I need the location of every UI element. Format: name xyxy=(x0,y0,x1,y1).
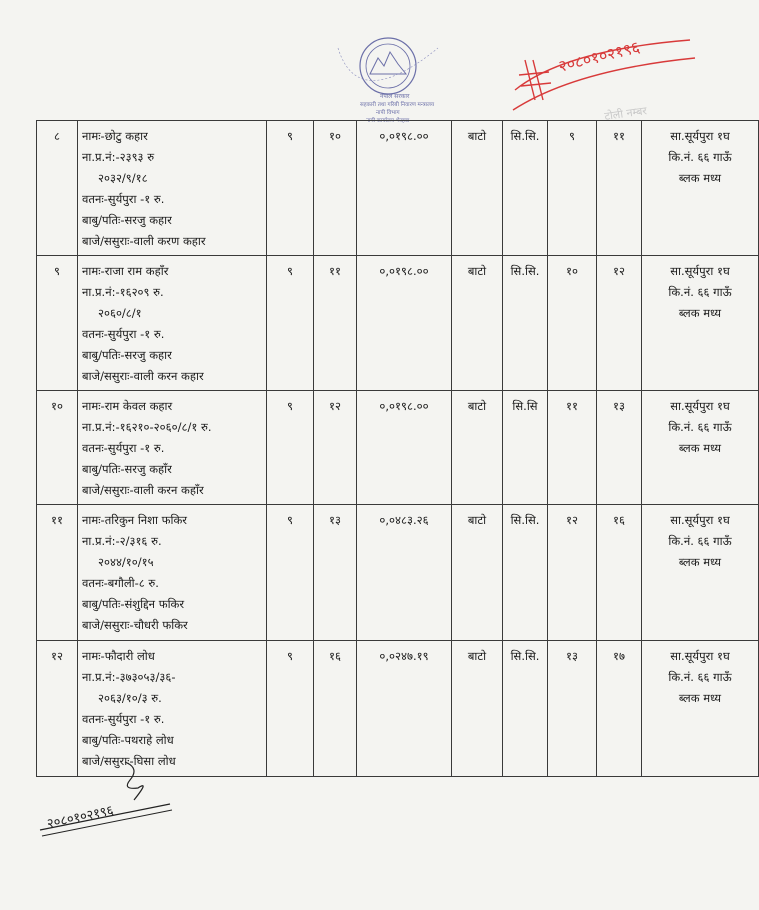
owner-details-cell xyxy=(78,121,267,256)
new-number-cell: १३ xyxy=(548,641,597,777)
owner-detail-line: वतनः-सुर्यपुरा -१ रु. xyxy=(82,192,165,206)
owner-detail-line: बाजे/ससुराः-वाली करण कहार xyxy=(82,234,206,248)
new-number-cell: ११ xyxy=(548,391,597,505)
owner-detail-line: बाबु/पतिः-संशुद्दिन फकिर xyxy=(82,597,185,611)
location-line: सा.सूर्यपुरा १घ xyxy=(670,399,730,413)
owner-detail-line: बाबु/पतिः-सरजु कहार xyxy=(82,348,172,362)
area-cell: ०,०१९८.०० xyxy=(357,256,452,391)
sheet-number-cell: ९ xyxy=(267,121,314,256)
area-cell: ०,०४८३.२६ xyxy=(357,505,452,641)
owner-detail-line: नामः-राम केवल कहार xyxy=(82,399,173,413)
owner-detail-line: ना.प्र.नं:-१६२०९ रु. xyxy=(82,285,164,299)
location-cell xyxy=(642,121,759,256)
owner-detail-line: २०३२/९/१८ xyxy=(98,171,148,185)
sheet-number-cell: ९ xyxy=(267,256,314,391)
parcel-number-cell: ११ xyxy=(314,256,357,391)
location-line: ब्लक मध्य xyxy=(678,171,722,185)
owner-details-cell xyxy=(78,256,267,391)
table-row xyxy=(37,641,759,777)
location-line: कि.नं. ६६ गाऊँ xyxy=(668,534,732,548)
land-type-cell: बाटो xyxy=(452,641,503,777)
land-type-cell: बाटो xyxy=(452,121,503,256)
reference-number-cell: १२ xyxy=(597,256,642,391)
sheet-number-cell: ९ xyxy=(267,505,314,641)
owner-detail-line: नामः-तरिकुन निशा फकिर xyxy=(82,513,188,527)
owner-details-cell xyxy=(78,505,267,641)
new-number-cell: १० xyxy=(548,256,597,391)
owner-detail-line: ना.प्र.नं:-२३९३ रु xyxy=(82,150,155,164)
signature-with-date xyxy=(30,760,180,840)
owner-detail-line: नामः-राजा राम कहाँर xyxy=(82,264,169,278)
classification-cell: सि.सि xyxy=(503,391,548,505)
land-type-cell: बाटो xyxy=(452,505,503,641)
area-cell: ०,०१९८.०० xyxy=(357,391,452,505)
location-cell xyxy=(642,256,759,391)
location-line: ब्लक मध्य xyxy=(678,441,722,455)
land-type-cell: बाटो xyxy=(452,256,503,391)
location-line: सा.सूर्यपुरा १घ xyxy=(670,264,730,278)
parcel-number-cell: १६ xyxy=(314,641,357,777)
classification-cell: सि.सि. xyxy=(503,641,548,777)
owner-detail-line: २०६०/८/१ xyxy=(98,306,142,320)
location-cell xyxy=(642,505,759,641)
owner-detail-line: २०४४/१०/१५ xyxy=(98,555,154,569)
owner-detail-line: नामः-फौदारी लोध xyxy=(82,649,155,663)
svg-text:सहकारी तथा गरिबी निवारण मन्त्र: सहकारी तथा गरिबी निवारण मन्त्रालय xyxy=(360,102,435,108)
parcel-number-cell: १३ xyxy=(314,505,357,641)
owner-detail-line: ना.प्र.नं:-३७३०५३/३६- xyxy=(82,670,176,684)
owner-detail-line: वतनः-सुर्यपुरा -१ रु. xyxy=(82,441,165,455)
serial-number-cell: १२ xyxy=(37,641,78,777)
location-line: कि.नं. ६६ गाऊँ xyxy=(668,420,732,434)
area-cell: ०,०२४७.१९ xyxy=(357,641,452,777)
reference-number-cell: १६ xyxy=(597,505,642,641)
owner-detail-line: बाजे/ससुराः-घिसा लोध xyxy=(82,754,176,768)
parcel-number-cell: १० xyxy=(314,121,357,256)
location-cell xyxy=(642,391,759,505)
serial-number-cell: ११ xyxy=(37,505,78,641)
location-line: कि.नं. ६६ गाऊँ xyxy=(668,150,732,164)
office-seal-stamp xyxy=(318,18,458,128)
serial-number-cell: ८ xyxy=(37,121,78,256)
owner-detail-line: बाजे/ससुराः-चौधरी फकिर xyxy=(82,618,188,632)
location-line: ब्लक मध्य xyxy=(678,691,722,705)
location-line: सा.सूर्यपुरा १घ xyxy=(670,129,730,143)
table-row xyxy=(37,121,759,256)
svg-text:नेपाल सरकार: नेपाल सरकार xyxy=(380,93,410,100)
reference-number-cell: ११ xyxy=(597,121,642,256)
reference-number-cell: १३ xyxy=(597,391,642,505)
owner-detail-line: ना.प्र.नं:-१६२१०-२०६०/८/१ रु. xyxy=(82,420,212,434)
location-line: सा.सूर्यपुरा १घ xyxy=(670,649,730,663)
owner-detail-line: बाबु/पतिः-पथराहे लोध xyxy=(82,733,174,747)
location-line: ब्लक मध्य xyxy=(678,306,722,320)
area-cell: ०,०१९८.०० xyxy=(357,121,452,256)
new-number-cell: ९ xyxy=(548,121,597,256)
owner-detail-line: बाबु/पतिः-सरजु कहाँर xyxy=(82,462,172,476)
owner-details-cell xyxy=(78,391,267,505)
table-row xyxy=(37,391,759,505)
table-row xyxy=(37,505,759,641)
table-row xyxy=(37,256,759,391)
location-line: ब्लक मध्य xyxy=(678,555,722,569)
new-number-cell: १२ xyxy=(548,505,597,641)
location-line: सा.सूर्यपुरा १घ xyxy=(670,513,730,527)
owner-detail-line: बाजे/ससुराः-वाली करन कहार xyxy=(82,369,204,383)
owner-detail-line: ना.प्र.नं:-२/३१६ रु. xyxy=(82,534,162,548)
location-cell xyxy=(642,641,759,777)
svg-text:२०८०१०२१९६: २०८०१०२१९६ xyxy=(45,803,115,832)
owner-detail-line: वतनः-सुर्यपुरा -१ रु. xyxy=(82,327,165,341)
svg-text:नापी विभाग: नापी विभाग xyxy=(376,110,400,116)
reference-number-cell: १७ xyxy=(597,641,642,777)
classification-cell: सि.सि. xyxy=(503,121,548,256)
owner-detail-line: बाजे/ससुराः-वाली करन कहाँर xyxy=(82,483,204,497)
svg-text:नापी कार्यालय भैरहवा: नापी कार्यालय भैरहवा xyxy=(366,118,410,124)
owner-detail-line: वतनः-बगौली-८ रु. xyxy=(82,576,159,590)
location-line: कि.नं. ६६ गाऊँ xyxy=(668,670,732,684)
owner-detail-line: वतनः-सुर्यपुरा -१ रु. xyxy=(82,712,165,726)
serial-number-cell: १० xyxy=(37,391,78,505)
land-records-table xyxy=(36,120,759,777)
classification-cell: सि.सि. xyxy=(503,505,548,641)
owner-detail-line: २०६३/१०/३ रु. xyxy=(98,691,162,705)
svg-text:२०८०१०२१९६: २०८०१०२१९६ xyxy=(556,37,642,76)
sheet-number-cell: ९ xyxy=(267,641,314,777)
parcel-number-cell: १२ xyxy=(314,391,357,505)
serial-number-cell: ९ xyxy=(37,256,78,391)
sheet-number-cell: ९ xyxy=(267,391,314,505)
svg-text:टोली नम्बर: टोली नम्बर xyxy=(603,104,648,123)
land-type-cell: बाटो xyxy=(452,391,503,505)
classification-cell: सि.सि. xyxy=(503,256,548,391)
location-line: कि.नं. ६६ गाऊँ xyxy=(668,285,732,299)
owner-detail-line: बाबु/पतिः-सरजु कहार xyxy=(82,213,172,227)
owner-details-cell xyxy=(78,641,267,777)
owner-detail-line: नामः-छोटु कहार xyxy=(82,129,148,143)
